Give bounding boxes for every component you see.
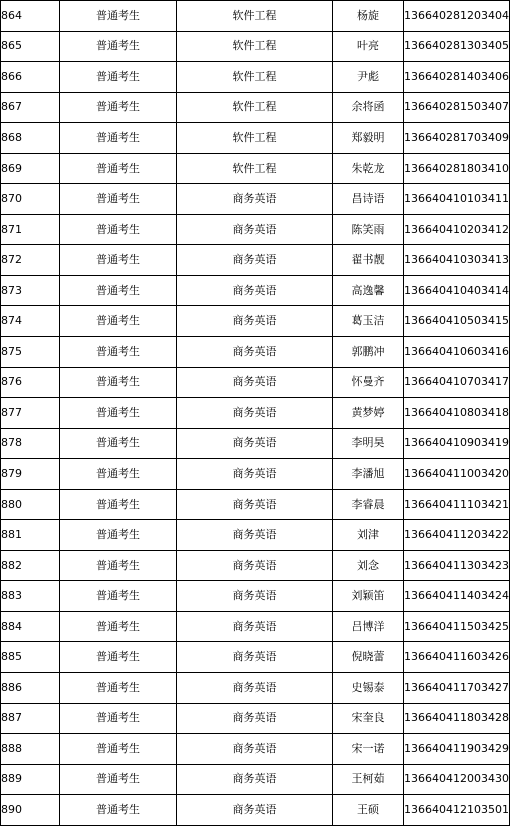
row-number-cell: 884	[1, 611, 60, 642]
table-row	[1, 214, 510, 245]
table-row	[1, 764, 510, 795]
candidate-type-cell: 普通考生	[60, 245, 177, 276]
candidate-id-cell: 136640281503407	[404, 92, 510, 123]
candidate-type-cell: 普通考生	[60, 459, 177, 490]
row-number-cell: 869	[1, 153, 60, 184]
major-cell: 商务英语	[177, 795, 333, 826]
candidate-name-cell: 刘念	[333, 550, 404, 581]
major-cell: 商务英语	[177, 306, 333, 337]
major-cell: 软件工程	[177, 1, 333, 32]
major-cell: 软件工程	[177, 123, 333, 154]
candidate-name-cell: 王硕	[333, 795, 404, 826]
major-cell: 软件工程	[177, 153, 333, 184]
table-row	[1, 459, 510, 490]
table-row	[1, 31, 510, 62]
candidate-name-cell: 刘颖笛	[333, 581, 404, 612]
major-cell: 商务英语	[177, 673, 333, 704]
table-row	[1, 642, 510, 673]
candidate-table-body	[1, 1, 510, 826]
candidate-id-cell: 136640410803418	[404, 398, 510, 429]
table-row	[1, 581, 510, 612]
row-number-cell: 879	[1, 459, 60, 490]
row-number-cell: 890	[1, 795, 60, 826]
candidate-type-cell: 普通考生	[60, 184, 177, 215]
candidate-name-cell: 昌诗语	[333, 184, 404, 215]
major-cell: 商务英语	[177, 642, 333, 673]
candidate-type-cell: 普通考生	[60, 1, 177, 32]
row-number-cell: 874	[1, 306, 60, 337]
candidate-type-cell: 普通考生	[60, 398, 177, 429]
candidate-type-cell: 普通考生	[60, 550, 177, 581]
candidate-type-cell: 普通考生	[60, 734, 177, 765]
candidate-name-cell: 叶亮	[333, 31, 404, 62]
candidate-type-cell: 普通考生	[60, 123, 177, 154]
candidate-id-cell: 136640412103501	[404, 795, 510, 826]
candidate-id-cell: 136640410303413	[404, 245, 510, 276]
candidate-type-cell: 普通考生	[60, 611, 177, 642]
candidate-id-cell: 136640281203404	[404, 1, 510, 32]
table-row	[1, 795, 510, 826]
candidate-type-cell: 普通考生	[60, 62, 177, 93]
row-number-cell: 880	[1, 489, 60, 520]
table-row	[1, 734, 510, 765]
candidate-id-cell: 136640410703417	[404, 367, 510, 398]
candidate-id-cell: 136640411403424	[404, 581, 510, 612]
table-row	[1, 489, 510, 520]
candidate-type-cell: 普通考生	[60, 337, 177, 368]
candidate-id-cell: 136640410203412	[404, 214, 510, 245]
candidate-id-cell: 136640411803428	[404, 703, 510, 734]
major-cell: 商务英语	[177, 581, 333, 612]
candidate-name-cell: 黄梦婷	[333, 398, 404, 429]
candidate-type-cell: 普通考生	[60, 428, 177, 459]
major-cell: 商务英语	[177, 611, 333, 642]
candidate-name-cell: 尹彪	[333, 62, 404, 93]
candidate-name-cell: 李睿晨	[333, 489, 404, 520]
candidate-type-cell: 普通考生	[60, 153, 177, 184]
candidate-name-cell: 史锡泰	[333, 673, 404, 704]
table-row	[1, 337, 510, 368]
candidate-type-cell: 普通考生	[60, 581, 177, 612]
candidate-id-cell: 136640410603416	[404, 337, 510, 368]
table-row	[1, 1, 510, 32]
candidate-name-cell: 余将函	[333, 92, 404, 123]
candidate-name-cell: 陈笑雨	[333, 214, 404, 245]
candidate-id-cell: 136640411903429	[404, 734, 510, 765]
candidate-name-cell: 杨旋	[333, 1, 404, 32]
major-cell: 商务英语	[177, 275, 333, 306]
row-number-cell: 868	[1, 123, 60, 154]
candidate-id-cell: 136640410903419	[404, 428, 510, 459]
major-cell: 商务英语	[177, 428, 333, 459]
candidate-type-cell: 普通考生	[60, 489, 177, 520]
table-row	[1, 673, 510, 704]
row-number-cell: 864	[1, 1, 60, 32]
candidate-name-cell: 吕博洋	[333, 611, 404, 642]
candidate-name-cell: 翟书靓	[333, 245, 404, 276]
candidate-name-cell: 宋奎良	[333, 703, 404, 734]
major-cell: 软件工程	[177, 92, 333, 123]
candidate-id-cell: 136640411203422	[404, 520, 510, 551]
row-number-cell: 878	[1, 428, 60, 459]
major-cell: 软件工程	[177, 31, 333, 62]
table-row	[1, 367, 510, 398]
table-row	[1, 123, 510, 154]
major-cell: 软件工程	[177, 62, 333, 93]
candidate-name-cell: 朱乾龙	[333, 153, 404, 184]
table-row	[1, 703, 510, 734]
row-number-cell: 871	[1, 214, 60, 245]
candidate-type-cell: 普通考生	[60, 92, 177, 123]
row-number-cell: 867	[1, 92, 60, 123]
candidate-id-cell: 136640281303405	[404, 31, 510, 62]
table-row	[1, 520, 510, 551]
candidate-type-cell: 普通考生	[60, 31, 177, 62]
row-number-cell: 870	[1, 184, 60, 215]
candidate-type-cell: 普通考生	[60, 642, 177, 673]
candidate-name-cell: 郑毅明	[333, 123, 404, 154]
table-row	[1, 398, 510, 429]
candidate-type-cell: 普通考生	[60, 275, 177, 306]
candidate-name-cell: 王柯茹	[333, 764, 404, 795]
candidate-id-cell: 136640281703409	[404, 123, 510, 154]
candidate-id-cell: 136640411703427	[404, 673, 510, 704]
major-cell: 商务英语	[177, 398, 333, 429]
row-number-cell: 882	[1, 550, 60, 581]
candidate-name-cell: 高逸馨	[333, 275, 404, 306]
major-cell: 商务英语	[177, 764, 333, 795]
major-cell: 商务英语	[177, 703, 333, 734]
row-number-cell: 865	[1, 31, 60, 62]
table-row	[1, 550, 510, 581]
candidate-id-cell: 136640281403406	[404, 62, 510, 93]
table-row	[1, 611, 510, 642]
candidate-id-cell: 136640410503415	[404, 306, 510, 337]
table-row	[1, 306, 510, 337]
row-number-cell: 885	[1, 642, 60, 673]
major-cell: 商务英语	[177, 520, 333, 551]
table-row	[1, 62, 510, 93]
candidate-type-cell: 普通考生	[60, 673, 177, 704]
row-number-cell: 873	[1, 275, 60, 306]
candidate-id-cell: 136640411603426	[404, 642, 510, 673]
candidate-type-cell: 普通考生	[60, 214, 177, 245]
row-number-cell: 877	[1, 398, 60, 429]
table-row	[1, 275, 510, 306]
row-number-cell: 881	[1, 520, 60, 551]
candidate-name-cell: 李明昊	[333, 428, 404, 459]
candidate-id-cell: 136640411303423	[404, 550, 510, 581]
row-number-cell: 866	[1, 62, 60, 93]
table-row	[1, 245, 510, 276]
candidate-id-cell: 136640410103411	[404, 184, 510, 215]
candidate-type-cell: 普通考生	[60, 795, 177, 826]
candidate-name-cell: 倪晓蕾	[333, 642, 404, 673]
candidate-name-cell: 郭鹏冲	[333, 337, 404, 368]
candidate-id-cell: 136640410403414	[404, 275, 510, 306]
candidate-id-cell: 136640411503425	[404, 611, 510, 642]
candidate-id-cell: 136640411003420	[404, 459, 510, 490]
candidate-name-cell: 刘津	[333, 520, 404, 551]
table-row	[1, 153, 510, 184]
major-cell: 商务英语	[177, 184, 333, 215]
row-number-cell: 887	[1, 703, 60, 734]
major-cell: 商务英语	[177, 367, 333, 398]
candidate-name-cell: 葛玉洁	[333, 306, 404, 337]
candidate-id-cell: 136640412003430	[404, 764, 510, 795]
row-number-cell: 886	[1, 673, 60, 704]
major-cell: 商务英语	[177, 337, 333, 368]
table-row	[1, 184, 510, 215]
row-number-cell: 883	[1, 581, 60, 612]
candidate-name-cell: 宋一诺	[333, 734, 404, 765]
candidate-type-cell: 普通考生	[60, 703, 177, 734]
table-row	[1, 92, 510, 123]
major-cell: 商务英语	[177, 459, 333, 490]
candidate-type-cell: 普通考生	[60, 367, 177, 398]
major-cell: 商务英语	[177, 489, 333, 520]
candidate-type-cell: 普通考生	[60, 520, 177, 551]
row-number-cell: 888	[1, 734, 60, 765]
candidate-id-cell: 136640281803410	[404, 153, 510, 184]
candidate-name-cell: 李潘旭	[333, 459, 404, 490]
candidate-name-cell: 怀曼齐	[333, 367, 404, 398]
row-number-cell: 872	[1, 245, 60, 276]
major-cell: 商务英语	[177, 550, 333, 581]
candidate-type-cell: 普通考生	[60, 764, 177, 795]
row-number-cell: 889	[1, 764, 60, 795]
row-number-cell: 875	[1, 337, 60, 368]
candidate-id-cell: 136640411103421	[404, 489, 510, 520]
candidate-type-cell: 普通考生	[60, 306, 177, 337]
row-number-cell: 876	[1, 367, 60, 398]
major-cell: 商务英语	[177, 245, 333, 276]
major-cell: 商务英语	[177, 214, 333, 245]
major-cell: 商务英语	[177, 734, 333, 765]
table-row	[1, 428, 510, 459]
